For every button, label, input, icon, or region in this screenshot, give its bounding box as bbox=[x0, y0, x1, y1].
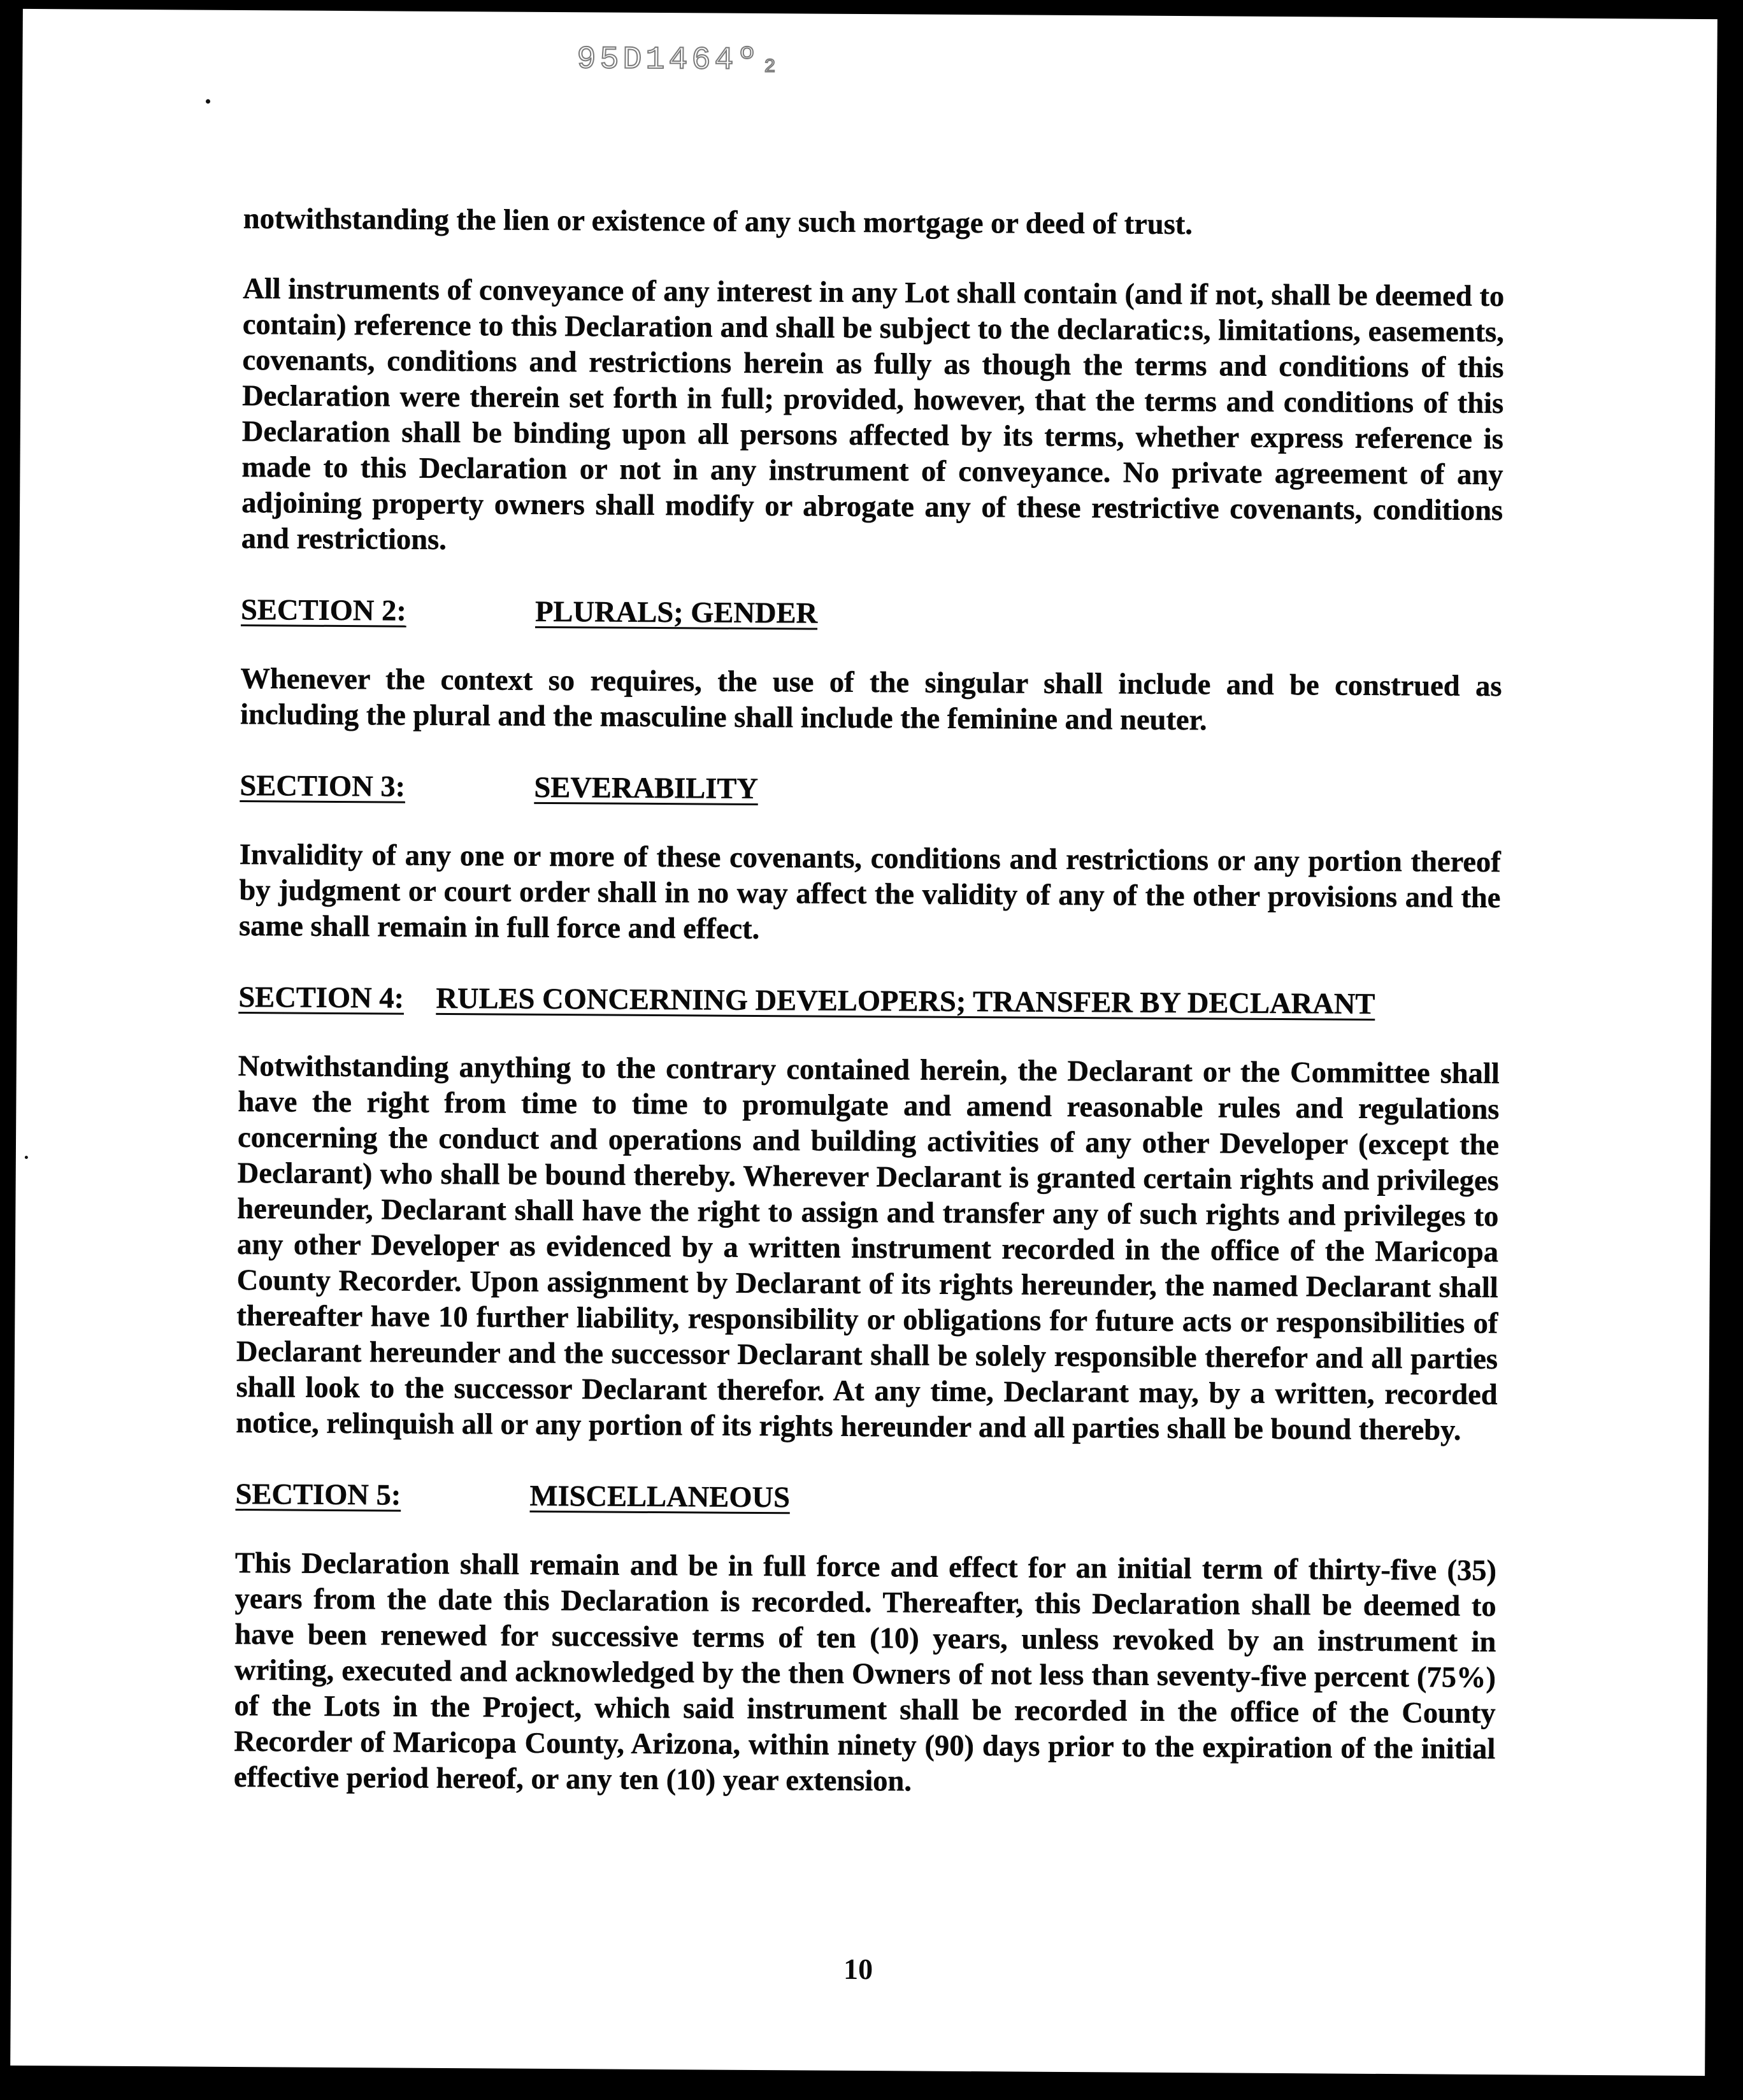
section-5-heading bbox=[235, 1477, 1496, 1520]
document-body bbox=[234, 201, 1505, 1803]
section-3-title: SEVERABILITY bbox=[534, 771, 759, 805]
section-2-heading bbox=[241, 593, 1502, 636]
section-2-number: SECTION 2: bbox=[240, 594, 406, 628]
paragraph-lien: notwithstanding the lien or existence of any such mortgage or deed of trust. bbox=[243, 203, 1193, 241]
section-5-body: This Declaration shall remain and be in full force and effect for an initial term of thirty-five (35) years from the date this Declaration is recorded. Thereafter, this Declaration shall be deemed to have been renewed for successive terms of ten (10) years, unless revoked by an instrument in writing, executed and acknowledged by the then Owners of not less than seventy-five percent (75%) of the Lots in the Project, which said instrument shall be recorded in the office of the County Recorder of Maricopa County, Arizona, within ninety (90) days prior to the expiration of the initial effective period hereof, or any ten (10) year extension. bbox=[233, 1546, 1497, 1798]
section-3-body: Invalidity of any one or more of these covenants, conditions and restrictions or any portion thereof by judgment or court order shall in no way affect the validity of any of the other provisions and the same shall remain in full force and effect. bbox=[238, 838, 1501, 946]
section-5-number: SECTION 5: bbox=[235, 1478, 401, 1512]
document-page bbox=[10, 9, 1718, 2076]
section-3-heading bbox=[240, 768, 1501, 812]
section-4-heading bbox=[238, 980, 1500, 1023]
section-2-title: PLURALS; GENDER bbox=[534, 595, 818, 630]
paragraph-instruments-of-conveyance: All instruments of conveyance of any interest in any Lot shall contain (and if not, shall be deemed to contain) reference to this Declaration and shall be subject to the declaratic:s, limitations, easements, covenants, conditions and restrictions herein as fully as though the terms and conditions of this Declaration were therein set forth in full; provided, however, that the terms and conditions of this Declaration shall be binding upon all persons affected by its terms, whether express reference is made to this Declaration or not in any instrument of conveyance. No private agreement of any adjoining property owners shall modify or abrogate any of these restrictive covenants, conditions and restrictions. bbox=[241, 273, 1505, 556]
section-4-body: Notwithstanding anything to the contrary contained herein, the Declarant or the Committee shall have the right from time to time to promulgate and amend reasonable rules and regulations concerning the conduct and operations and building activities of any other Developer (except the Declarant) who shall be bound thereby. Wherever Declarant is granted certain rights and privileges hereunder, Declarant shall have the right to assign and transfer any of such rights and privileges to any other Developer as evidenced by a written instrument recorded in the office of the Maricopa County Recorder. Upon assignment by Declarant of its rights hereunder, the named Declarant shall thereafter have 10 further liability, responsibility or obligations for future acts or responsibilities of Declarant hereunder and the successor Declarant shall be solely responsible therefor and all parties shall look to the successor Declarant therefor. At any time, Declarant may, by a written, recorded notice, relinquish all or any portion of its rights hereunder and all parties shall be bound thereby. bbox=[236, 1050, 1500, 1447]
section-4-number: SECTION 4: bbox=[238, 981, 405, 1015]
section-2-body: Whenever the context so requires, the use of the singular shall include and be construed as including the plural and the masculine shall include the feminine and neuter. bbox=[240, 663, 1502, 737]
section-3-number: SECTION 3: bbox=[240, 770, 406, 803]
scan-speck bbox=[25, 1156, 28, 1159]
section-4-title: RULES CONCERNING DEVELOPERS; TRANSFER BY DECLARANT bbox=[436, 982, 1375, 1021]
section-5-title: MISCELLANEOUS bbox=[529, 1479, 791, 1514]
document-id-stamp: 95D1464º₂ bbox=[577, 41, 784, 80]
scan-speck bbox=[206, 99, 210, 104]
page-number: 10 bbox=[843, 1952, 873, 1986]
